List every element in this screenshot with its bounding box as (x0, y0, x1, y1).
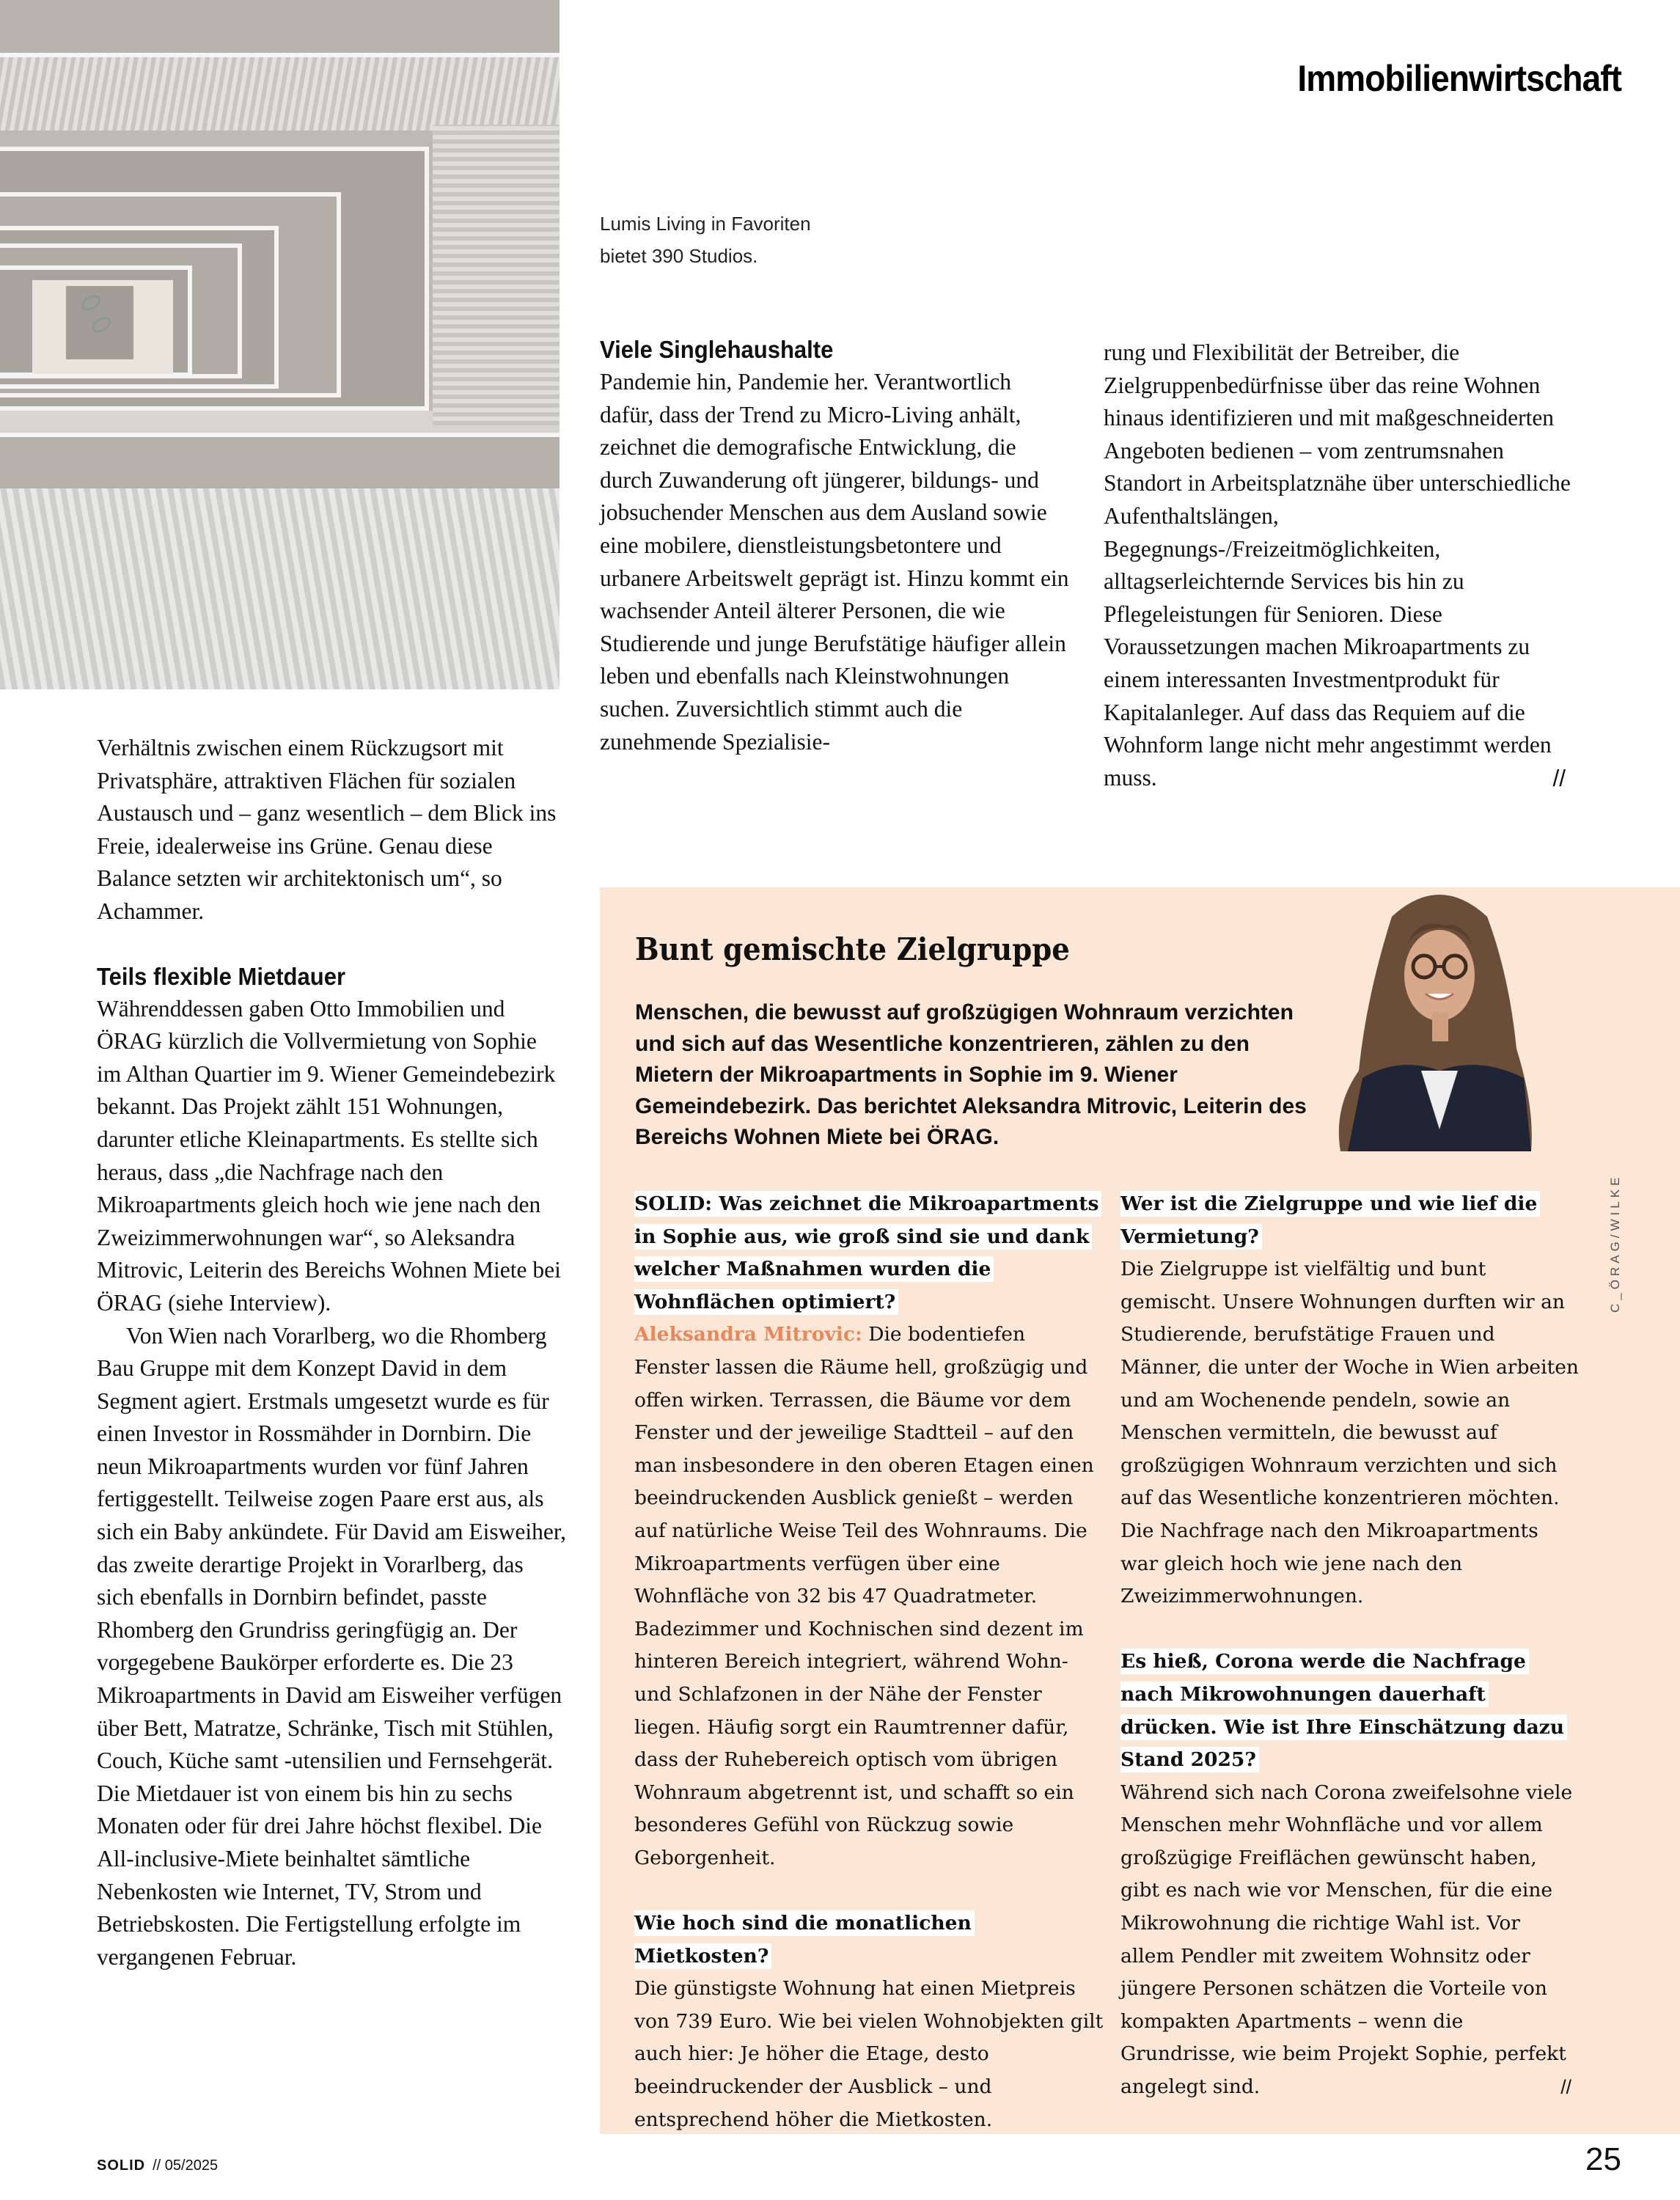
hero-image (0, 0, 560, 689)
hero-inner-room (32, 280, 173, 374)
body-paragraph: Währenddessen gaben Otto Immobilien und ÖRAG kürzlich die Vollvermietung von Sophie im Althan Quartier im 9. Wiener Gemeindebezirk bekannt. Das Projekt zählt 151 Wohnungen, darunter etliche Kleinapartments. Es stellte sich heraus, dass „die Nachfrage nach den Mikroapartments gleich hoch wie jene nach den Zweizimmerwohnungen war“, so Aleksandra Mitrovic, Leiterin des Bereichs Wohnen Miete bei ÖRAG (siehe Interview). (97, 995, 561, 1316)
caption-line-2: bietet 390 Studios. (600, 245, 758, 267)
body-paragraph (1104, 337, 1573, 794)
spacer (634, 1874, 1104, 1907)
hero-floor-slats (0, 488, 560, 689)
portrait-photo (1333, 887, 1546, 1151)
hero-right-wall (433, 125, 560, 425)
interview-question: Wer ist die Zielgruppe und wie lief die Vermietung? (1120, 1188, 1579, 1253)
body-paragraph: Pandemie hin, Pandemie her. Verantwortlich dafür, dass der Trend zu Micro-Living anhält, zeichnet die demografische Entwicklung, die durch Zuwanderung oft jüngerer, bildungs- und jobsuchender Menschen aus dem Ausland sowie eine mobilere, dienstleistungsbetontere und urbanere Arbeitswelt geprägt ist. Hinzu kommt ein wachsender Anteil älterer Personen, die wie Studierende und junge Berufstätige häufiger allein leben und ebenfalls nach Kleinstwohnungen suchen. Zuversichtlich stimmt auch die zunehmende Spezialisie- (600, 369, 1069, 755)
interview-title: Bunt gemischte Zielgruppe (635, 931, 1070, 967)
article-column-right (1104, 337, 1573, 794)
caption-line-1: Lumis Living in Favoriten (600, 213, 811, 235)
page-number: 25 (1585, 2141, 1621, 2177)
hero-slat-ceiling (0, 57, 560, 131)
interview-answer: Die Zielgruppe ist vielfältig und bunt gemischt. Unsere Wohnungen durften wir an Studierende, berufstätige Frauen und Männer, die unter der Woche in Wien arbeiten und am Wochenende pendeln, sowie an Menschen vermitteln, die bewusst auf großzügigen Wohnraum verzichten und sich auf das Wesentliche konzentrieren möchten. Die Nachfrage nach den Mikroapartments war gleich hoch wie jene nach den Zweizimmerwohnungen. (1120, 1258, 1579, 1608)
article-column-left (97, 732, 566, 1973)
image-caption (600, 208, 908, 272)
body-text: rung und Flexibilität der Betreiber, die Zielgruppenbedürfnisse über das reine Wohnen hinaus identifizieren und mit maßgeschneiderten Angeboten bedienen – vom zentrumsnahen Standort in Arbeitsplatznähe über unterschiedliche Aufenthaltslängen, Begegnungs-/Freizeitmöglichkeiten, alltagserleichternde Services bis hin zu Pflegeleistungen für Senioren. Diese Voraussetzungen machen Mikroapartments zu einem interessanten Investmentprodukt für Kapitalanleger. Auf dass das Requiem auf die Wohnform lange nicht mehr angestimmt werden muss. (1104, 340, 1571, 791)
article-end-mark: // (1552, 764, 1566, 791)
interview-answer: Während sich nach Corona zweifelsohne viele Menschen mehr Wohnfläche und vor allem großzügige Freiflächen gewünscht haben, gibt es nach wie vor Menschen, für die eine Mikrowohnung die richtige Wahl ist. Vor allem Pendler mit zweitem Wohnsitz oder jüngere Personen schätzen die Vorteile von kompakten Apartments – wenn die Grundrisse, wie beim Projekt Sophie, perfekt angelegt sind. // (1120, 1777, 1579, 2104)
portrait-illustration (1333, 887, 1546, 1151)
spacer (1120, 1613, 1579, 1646)
footer-brand-name: SOLID (97, 2157, 146, 2174)
section-label: Immobilienwirtschaft (1297, 58, 1621, 99)
article-column-middle (600, 334, 1069, 758)
body-paragraph-intro: Verhältnis zwischen einem Rückzugsort mit Privatsphäre, attraktiven Flächen für sozialen Austausch und – ganz wesentlich – dem Blick ins Freie, idealerweise ins Grüne. Genau diese Balance setzten wir architektonisch um“, so Achammer. (97, 735, 557, 924)
interview-answer: Aleksandra Mitrovic: Die bodentiefen Fenster lassen die Räume hell, großzügig und offen wirken. Terrassen, die Bäume vor dem Fenster und der jeweilige Stadtteil – auf den man insbesondere in den oberen Etagen einen beeindruckenden Ausblick genießt – werden auf natürliche Weise Teil des Wohnraums. Die Mikroapartments verfügen über eine Wohnfläche von 32 bis 47 Quadratmeter. Badezimmer und Kochnischen sind dezent im hinteren Bereich integriert, während Wohn- und Schlafzonen in der Nähe der Fenster liegen. Häufig sorgt ein Raumtrenner dafür, dass der Ruhebereich optisch vom übrigen Wohnraum abgetrennt ist, und schafft so ein besonderes Gefühl von Rückzug sowie Geborgenheit. (634, 1323, 1094, 1869)
spacer (97, 928, 566, 961)
interview-column-left (634, 1188, 1104, 2136)
interview-answer: Die günstigste Wohnung hat einen Mietpreis von 739 Euro. Wie bei vielen Wohnobjekten gilt auch hier: Je höher die Etage, desto beeindruckender der Ausblick – und entsprechend höher die Mietkosten. (634, 1977, 1104, 2131)
footer-issue (97, 2157, 218, 2174)
hero-lower-wall (0, 437, 560, 488)
interview-lead: Menschen, die bewusst auf großzügigen Wohnraum verzichten und sich auf das Wesentliche konzentrieren, zählen zu den Mietern der Mikroapartments in Sophie im 9. Wiener Gemeindebezirk. Das berichtet Aleksandra Mitrovic, Leiterin des Bereichs Wohnen Miete bei ÖRAG. (635, 1000, 1307, 1149)
footer-issue-number: // 05/2025 (153, 2157, 219, 2174)
interview-box (600, 887, 1680, 2134)
interview-column-right (1120, 1188, 1579, 2104)
subheading-teils-flexible-mietdauer: Teils flexible Mietdauer (97, 962, 346, 990)
hero-ceiling-band (0, 0, 560, 53)
body-paragraph: Von Wien nach Vorarlberg, wo die Rhomberg Bau Gruppe mit dem Konzept David in dem Segment agiert. Erstmals umgesetzt wurde es für einen Investor in Rossmähder in Dornbirn. Die neun Mikroapartments wurden vor fünf Jahren fertiggestellt. Teilweise zogen Paare erst aus, als sich ein Baby ankündete. Für David am Eisweiher, das zweite derartige Projekt in Vorarlberg, das sich ebenfalls in Dornbirn befindet, passte Rhomberg den Grundriss geringfügig an. Der vorgegebene Baukörper erforderte es. Die 23 Mikroapartments in David am Eisweiher verfügen über Bett, Matratze, Schränke, Tisch mit Stühlen, Couch, Küche samt -utensilien und Fernsehgerät. Die Mietdauer ist von einem bis hin zu sechs Monaten oder für drei Jahre höchst flexibel. Die All-inclusive-Miete beinhaltet sämtliche Nebenkosten wie Internet, TV, Strom und Betriebskosten. Die Fertigstellung erfolgte im vergangenen Februar. (97, 1322, 566, 1970)
subheading-viele-singlehaushalte: Viele Singlehaushalte (600, 336, 834, 363)
photo-credit: C_ÖRAG/WILKE (1608, 1173, 1622, 1313)
interview-question: Es hieß, Corona werde die Nachfrage nach Mikrowohnungen dauerhaft drücken. Wie ist Ihre Einschätzung dazu Stand 2025? (1120, 1646, 1579, 1776)
interview-end-mark: // (1560, 2076, 1571, 2099)
answer-speaker: Aleksandra Mitrovic: (634, 1323, 862, 1346)
interview-question: Wie hoch sind die monatlichen Mietkosten? (634, 1907, 1104, 1973)
interview-question: SOLID: Was zeichnet die Mikroapartments in Sophie aus, wie groß sind sie und dank welcher Maßnahmen wurden die Wohnflächen optimiert? (634, 1188, 1104, 1319)
